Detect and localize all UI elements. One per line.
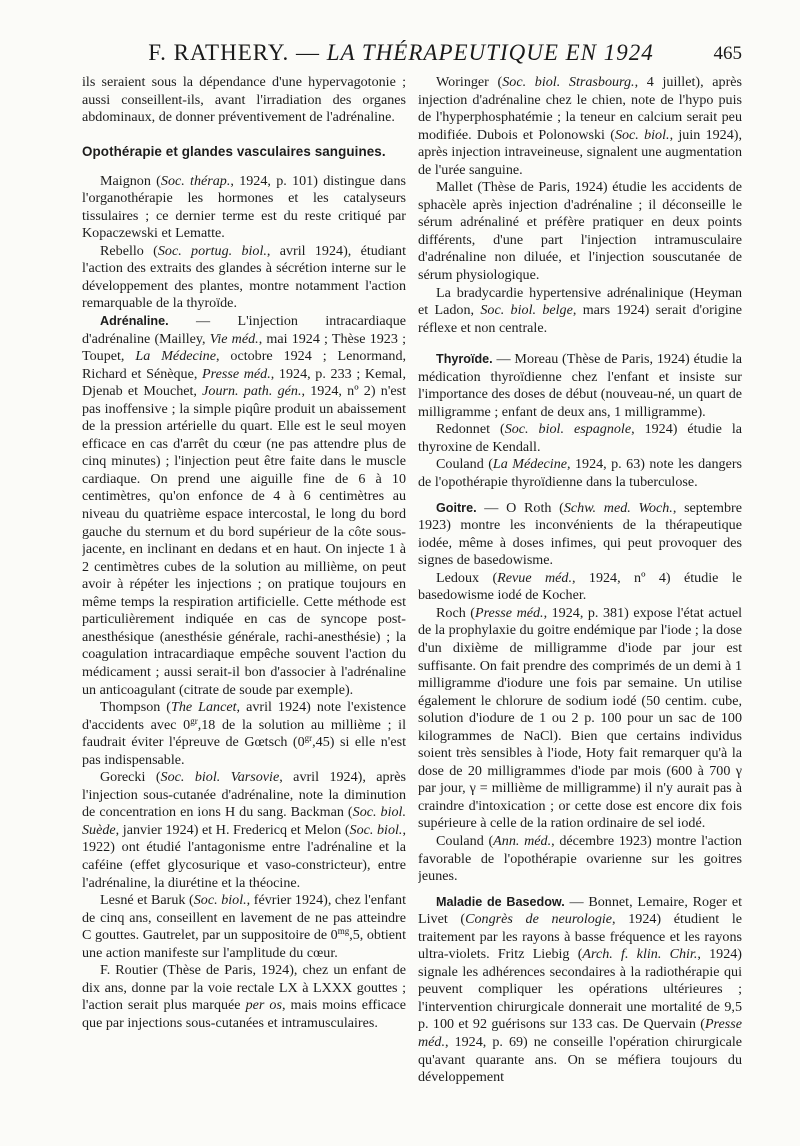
- paragraph-mallet: Mallet (Thèse de Paris, 1924) étudie les accidents de sphacèle après injection d'adrénaline ; il déconseille le sérum adrénaliné et préfère pratiquer en deux points différents, d'une part l'injection intramusculaire d'adrénaline non diluée, et l'injection souscutanée de sérum physiologique.: [418, 179, 742, 284]
- run-in-heading-thyroide: Thyroïde.: [436, 352, 493, 367]
- paragraph-bradycardie: La bradycardie hypertensive adrénalinique (Heyman et Ladon, Soc. biol. belge, mars 1924) serait d'origine réflexe et non centrale.: [418, 284, 742, 336]
- running-title-italic: LA THÉRAPEUTIQUE EN 1924: [326, 40, 654, 65]
- paragraph-adrenaline: Adrénaline. — L'injection intracardiaque d'adrénaline (Mailley, Vie méd., mai 1924 ; Thèse 1923 ; Toupet, La Médecine, octobre 1924 ; Lenormand, Richard et Sénèque, Presse méd., 1924, p. 233 ; Kemal, Djenab et Mouchet, Journ. path. gén., 1924, nº 2) n'est pas inoffensive ; la simple piqûre produit un abaissement de la pression artérielle du quart. Elle est le seul moyen efficace en cas d'arrêt du cœur (ne pas attendre plus de cinq minutes) ; l'injection peut être faite dans le muscle cardiaque. On prend une aiguille fine de 6 à 10 centimètres, qu'on enfonce de 4 à 6 centimètres au niveau du quatrième espace intercostal, le long du bord gauche du sternum et du bord supérieur de la côte sous-jacente, en inclinant en dedans et en haut. On injecte 1 à 2 centimètres cubes de la solution au millième, on peut avoir à répéter les injections ; on pratique toujours en même temps la respiration artificielle. Cette méthode est particulièrement indiquée en cas de syncope post-anesthésique (anesthésie générale, rachi-anesthésie) ; la coagulation intracardiaque empêche souvent l'action du médicament ; aussi serait-il bon d'associer à l'adrénaline un anticoagulant (citrate de soude par exemple).: [82, 313, 406, 698]
- right-column: [418, 74, 742, 1114]
- run-in-heading-goitre: Goitre.: [436, 500, 477, 515]
- paragraph-continuation: ils seraient sous la dépendance d'une hypervagotonie ; aussi conseillent-ils, avant l'irradiation des organes abdominaux, de donner préventivement de l'adrénaline.: [82, 74, 406, 126]
- paragraph-couland-2: Couland (Ann. méd., décembre 1923) montre l'action favorable de l'opothérapie ovarienne sur les goitres jeunes.: [418, 832, 742, 885]
- paragraph-lesne: Lesné et Baruk (Soc. biol., février 1924), chez l'enfant de cinq ans, conseillent en lavement de ne pas atteindre C gouttes. Gautrelet, par un suppositoire de $0^{mg},5$, obtient une action manifeste sur l'amplitude du cœur.: [82, 892, 406, 961]
- paragraph-basedow: Maladie de Basedow. — Bonnet, Lemaire, Roger et Livet (Congrès de neurologie, 1924) étudient le traitement par les rayons à basse fréquence et les rayons ultra-violets. Fritz Liebig (Arch. f. klin. Chir., 1924) signale les adhérences secondaires à la radiothérapie qui peuvent compliquer les opérations ultérieures ; l'intervention chirurgicale donnerait une mortalité de 9,5 p. 100 et 92 guérisons sur 133 cas. De Quervain (Presse méd., 1924, p. 69) ne conseille l'opération chirurgicale qu'avant quarante ans. On se méfiera toujours du développement: [418, 893, 742, 1086]
- paragraph-redonnet: Redonnet (Soc. biol. espagnole, 1924) étudie la thyroxine de Kendall.: [418, 421, 742, 455]
- running-head: [60, 40, 742, 72]
- paragraph-thompson: Thompson (The Lancet, avril 1924) note l'existence d'accidents avec $0^{gr},18$ de la solution au millième ; il faudrait éviter l'épreuve de Gœtsch $(0^{gr},45)$ si elle n'est pas indispensable.: [82, 699, 406, 768]
- page-number: 465: [713, 43, 742, 64]
- section-heading: Opothérapie et glandes vasculaires sanguines.: [82, 143, 386, 159]
- left-column: [82, 74, 406, 1114]
- paragraph-woringer: Woringer (Soc. biol. Strasbourg., 4 juillet), après injection d'adrénaline chez le chien, note de l'hypo puis de l'hyperphosphatémie ; la teneur en calcium serait peu modifiée. Dubois et Polonowski (Soc. biol., juin 1924), après injection intraveineuse, signalent une augmentation de l'urée sanguine.: [418, 74, 742, 178]
- paragraph-goitre: Goitre. — O Roth (Schw. med. Woch., septembre 1923) montre les inconvénients de la thérapeutique iodée, même à doses infimes, qui peut provoquer des signes de basedowisme.: [418, 499, 742, 569]
- paragraph-routier: F. Routier (Thèse de Paris, 1924), chez un enfant de dix ans, donne par la voie rectale LX à LXXX gouttes ; l'action serait plus marquée per os, mais moins efficace que par injections sous-cutanées et intramusculaires.: [82, 962, 406, 1031]
- paragraph-thyroide: Thyroïde. — Moreau (Thèse de Paris, 1924) étudie la médication thyroïdienne chez l'enfant et insiste sur l'importance des doses de début (nouveau-né, un quart de milligramme ; enfant de deux ans, 1 milligramme).: [418, 351, 742, 420]
- run-in-heading-adrenaline: Adrénaline.: [100, 314, 169, 329]
- run-in-heading-basedow: Maladie de Basedow.: [436, 894, 565, 909]
- paragraph-ledoux: Ledoux (Revue méd., 1924, nº 4) étudie le basedowisme iodé de Kocher.: [418, 569, 742, 604]
- paragraph-gorecki: Gorecki (Soc. biol. Varsovie, avril 1924), après l'injection sous-cutanée d'adrénaline, note la diminution de concentration en ions H du sang. Backman (Soc. biol. Suède, janvier 1924) et H. Fredericq et Melon (Soc. biol., 1922) ont étudié l'antagonisme entre l'adrénaline et la caféine (effet glycosurique et vaso-constricteur), entre l'adrénaline, la diurétine et la théocine.: [82, 769, 406, 891]
- running-title: [60, 40, 742, 66]
- paragraph-roch: Roch (Presse méd., 1924, p. 381) expose l'état actuel de la prophylaxie du goitre endémique par l'iode ; la dose d'un dixième de milligramme d'iode par jour est suffisante. On fait prendre des comprimés de un demi à 1 milligramme d'iodure une fois par semaine. Un utilise également le chlorure de sodium iodé (50 centim. cube, solution d'iodure de 1 ou 2 p. 100 pour un sac de 100 kilogrammes de NaCl). Bien que certains individus soient très sensibles à l'iode, Hoty fait remarquer qu'à la dose de 20 milligrammes d'iode par mois (600 à 700 γ par jour, γ = millième de milligramme) il n'y aurait pas à craindre d'intoxication ; or cette dose est encore dix fois supérieure à celle de la ration ordinaire de sel iodé.: [418, 604, 742, 832]
- running-author: F. RATHERY. —: [148, 40, 327, 65]
- paragraph-couland-1: Couland (La Médecine, 1924, p. 63) note les dangers de l'opothérapie thyroïdienne dans la tuberculose.: [418, 456, 742, 491]
- paragraph-rebello: Rebello (Soc. portug. biol., avril 1924), étudiant l'action des extraits des glandes à sécrétion interne sur le développement des plantes, montre notamment l'action remarquable de la thyroïde.: [82, 242, 406, 312]
- paragraph-maignon: Maignon (Soc. thérap., 1924, p. 101) distingue dans l'organothérapie les hormones et les catalyseurs tissulaires ; ce dernier terme est du reste critiqué par Kopaczewski et Lematte.: [82, 172, 406, 242]
